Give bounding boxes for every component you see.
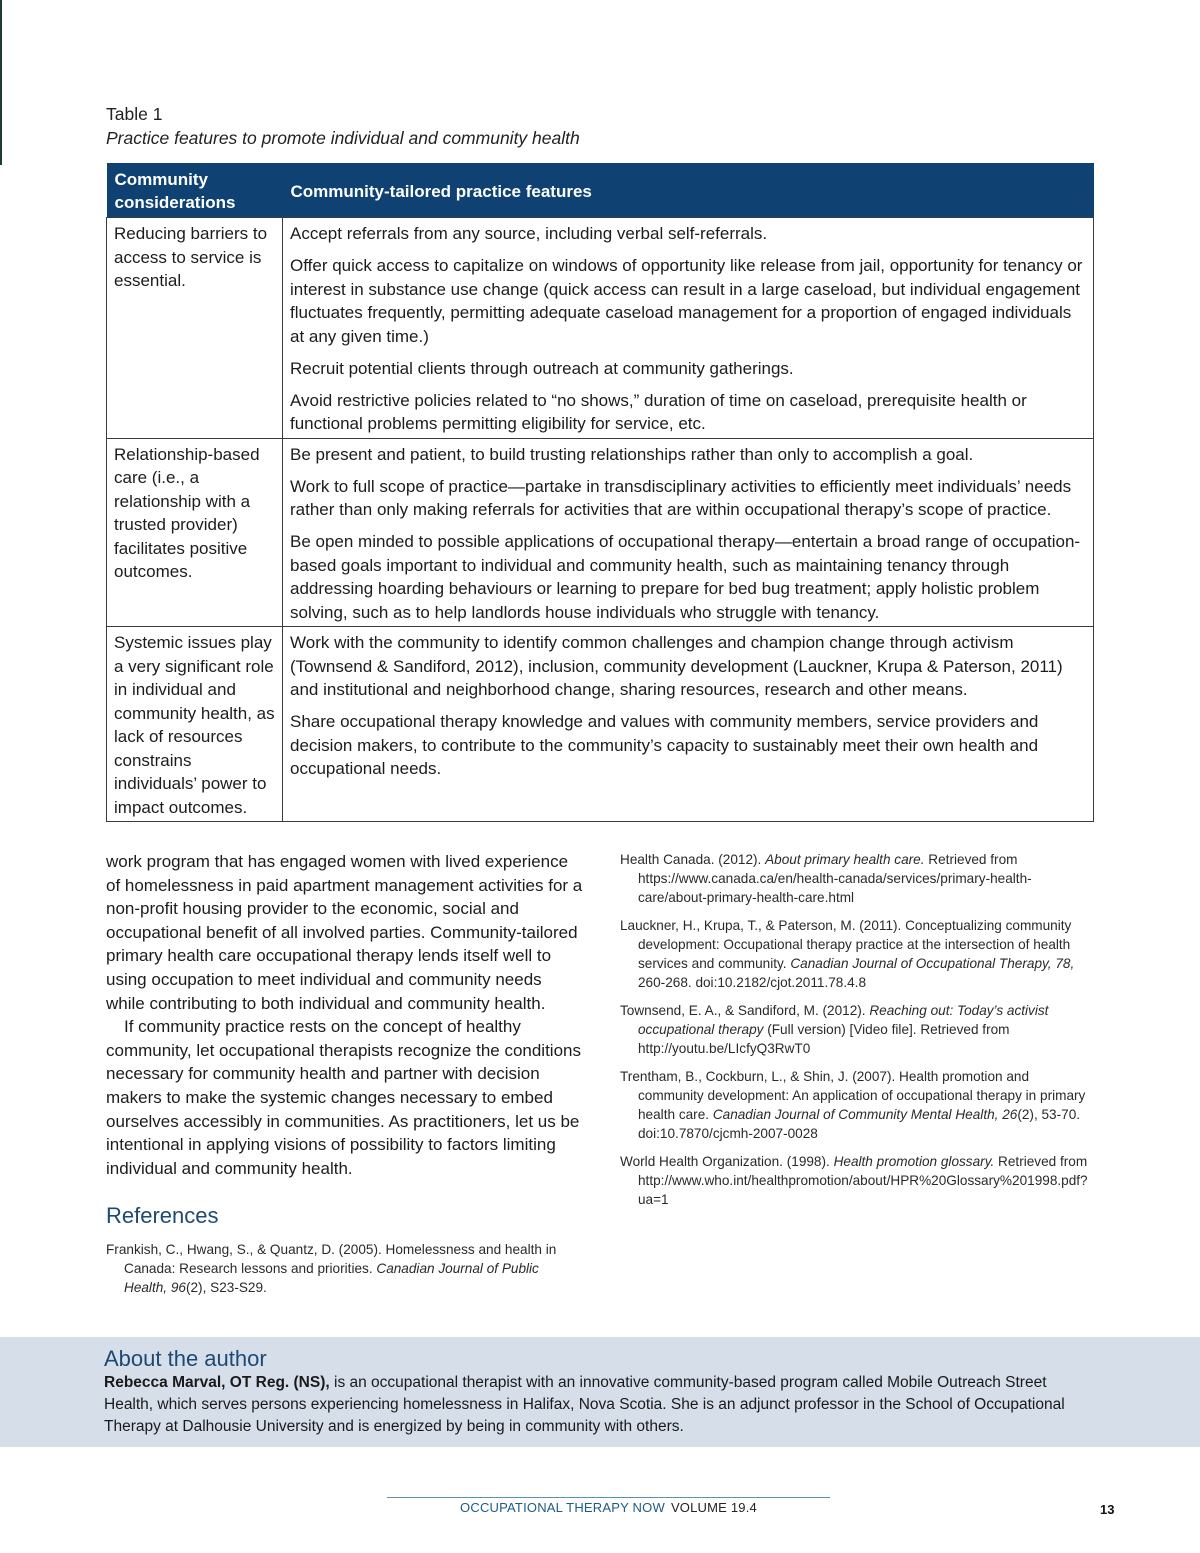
author-bio: is an occupational therapist with an innovative community-based program called Mobile Outreach Street Health, which serves persons experiencing homelessness in Halifax, Nova Scotia. She is an adjunct professor in the School of Occupational Therapy at Dalhousie University and is energized by being in community with others. [104,1374,1065,1435]
reference-item: Frankish, C., Hwang, S., & Quantz, D. (2005). Homelessness and health in Canada: Research lessons and priorities. Canadian Journal of Public Health, 96(2), S23-S29. [106,1242,557,1295]
table-title: Practice features to promote individual and community health [106,128,580,148]
consideration-cell: Reducing barriers to access to service is essential. [107,218,283,439]
table-row [107,218,1094,439]
feature-item: Share occupational therapy knowledge and values with community members, service providers and decision makers, to contribute to the community’s capacity to sustainably meet their own health and occupational needs. [290,712,1039,778]
features-cell [283,218,1094,439]
reference-item: Trentham, B., Cockburn, L., & Shin, J. (2007). Health promotion and community development: An application of occupational therapy in primary health care. Canadian Journal of Community Mental Health, 26(2), 53-70. doi:10.7870/cjcmh-2007-0028 [620,1069,1086,1141]
table-row [107,438,1094,627]
feature-item: Be present and patient, to build trusting relationships rather than only to accomplish a goal. [290,444,974,464]
feature-item: Recruit potential clients through outreach at community gatherings. [290,358,794,378]
page-number: 13 [1100,1502,1115,1517]
header-community-considerations: Community considerations [107,163,283,218]
table-row [107,627,1094,822]
body-paragraph: If community practice rests on the concept of healthy community, let occupational therapists recognize the conditions necessary for community health and partner with decision makers to make the systemic changes necessary to embed ourselves accessibly in communities. As practitioners, let us be intentional in applying visions of possibility to factors limiting individual and community health. [106,1017,581,1178]
consideration-cell: Relationship-based care (i.e., a relationship with a trusted provider) facilitates positive outcomes. [107,438,283,627]
reference-item: World Health Organization. (1998). Health promotion glossary. Retrieved from http://www.who.int/healthpromotion/about/HPR%20Glossary%201998.pdf?ua=1 [620,1154,1088,1207]
references-heading: References [106,1203,219,1228]
body-paragraph: work program that has engaged women with lived experience of homelessness in paid apartment management activities for a non-profit housing provider to the economic, social and occupational benefit of all involved parties. Community-tailored primary health care occupational therapy lends itself well to using occupation to meet individual and community needs while contributing to both individual and community health. [106,852,583,1013]
reference-item: Townsend, E. A., & Sandiford, M. (2012). Reaching out: Today’s activist occupational therapy (Full version) [Video file]. Retrieved from http://youtu.be/LIcfyQ3RwT0 [620,1003,1049,1056]
page-edge-rule [0,0,2,165]
features-cell [283,438,1094,627]
publication-name: OCCUPATIONAL THERAPY NOW [460,1500,665,1515]
feature-item: Work to full scope of practice—partake in transdisciplinary activities to efficiently meet individuals’ needs rather than only making referrals for activities that are within occupational therapy’s scope of practice. [290,476,1072,519]
consideration-cell: Systemic issues play a very significant role in individual and community health, as lack of resources constrains individuals’ power to impact outcomes. [107,627,283,822]
table-header-row [107,163,1094,218]
practice-features-table [106,163,1094,822]
header-practice-features: Community-tailored practice features [283,163,1094,218]
about-author-heading: About the author [104,1346,267,1371]
feature-item: Avoid restrictive policies related to “no shows,” duration of time on caseload, prerequisite health or functional problems permitting eligibility for service, etc. [290,390,1027,433]
body-text-column [106,850,584,1180]
feature-item: Offer quick access to capitalize on windows of opportunity like release from jail, opportunity for tenancy or interest in substance use change (quick access can result in a large caseload, but individual engagement fluctuates frequently, permitting adequate caseload management for a proportion of engaged individuals at any given time.) [290,256,1083,346]
footer [387,1500,830,1515]
about-author-text [104,1372,1094,1438]
table-label: Table 1 [106,104,163,124]
feature-item: Accept referrals from any source, including verbal self-referrals. [290,224,768,243]
author-name: Rebecca Marval, OT Reg. (NS), [104,1374,330,1391]
references-left-column [106,1240,580,1306]
reference-item: Health Canada. (2012). About primary health care. Retrieved from https://www.canada.ca/en/health-canada/services/primary-health-care/about-primary-health-care.html [620,852,1032,905]
reference-item: Lauckner, H., Krupa, T., & Paterson, M. (2011). Conceptualizing community development: Occupational therapy practice at the intersection of health services and community. Canadian Journal of Occupational Therapy, 78, 260-268. doi:10.2182/cjot.2011.78.4.8 [620,918,1075,990]
references-right-column [620,850,1094,1218]
volume-number: VOLUME 19.4 [670,1500,757,1515]
features-cell [283,627,1094,822]
footer-rule [387,1497,830,1498]
table-caption [106,102,1096,150]
about-author-box [0,1337,1200,1447]
feature-item: Be open minded to possible applications of occupational therapy—entertain a broad range of occupation-based goals important to individual and community health, such as maintaining tenancy through addressing hoarding behaviours or learning to prepare for bed bug treatment; apply holistic problem solving, such as to help landlords house individuals who struggle with tenancy. [290,532,1081,622]
feature-item: Work with the community to identify common challenges and champion change through activism (Townsend & Sandiford, 2012), inclusion, community development (Lauckner, Krupa & Paterson, 2011) and institutional and neighborhood change, sharing resources, research and other means. [290,633,1063,699]
